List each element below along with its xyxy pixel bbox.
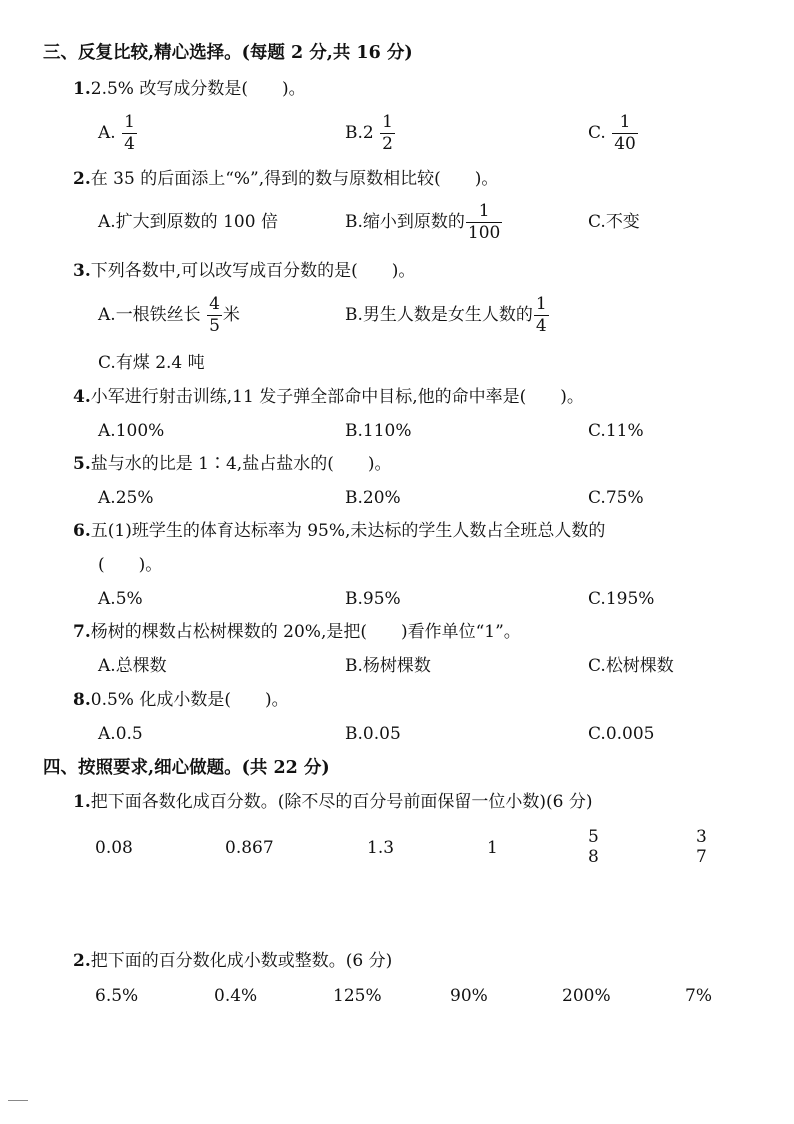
option-text: 一根铁丝长 [115,305,201,325]
question-number: 1. [73,79,91,99]
q6-option-b[interactable] [345,591,401,608]
whole-number: 2 [362,123,374,143]
q5-option-a[interactable] [98,490,153,507]
question-number: 7. [73,622,91,642]
option-label: C. [588,488,606,508]
option-label: C. [588,656,606,676]
q5-option-b[interactable] [345,490,401,507]
fraction [380,114,395,153]
question-text: 下列各数中,可以改写成百分数的是( )。 [90,261,416,281]
convert-item-2: 0.867 [225,838,274,858]
option-label: B. [345,123,363,143]
fraction [207,296,222,335]
option-label: A. [98,123,116,143]
option-label: B. [345,212,363,232]
option-text: 0.5 [115,724,143,744]
section-3-title: 三、反复比较,精心选择。(每题 2 分,共 16 分) [43,43,413,63]
option-suffix: 米 [222,305,240,325]
q2-option-b[interactable] [345,203,503,242]
option-label: A. [98,724,116,744]
q3-option-a[interactable] [98,296,240,335]
convert-item-3: 1.3 [367,838,395,858]
q7-option-a[interactable] [98,658,167,675]
option-text: 扩大到原数的 100 倍 [115,212,278,232]
option-label: A. [98,589,116,609]
numerator: 4 [209,294,220,314]
question-number: 2. [73,951,91,971]
denominator: 4 [124,134,135,154]
convert-fraction-2 [696,828,707,867]
question-5 [73,456,391,473]
q7-option-c[interactable] [588,658,674,675]
denominator: 100 [467,223,501,243]
option-label: C. [588,123,606,143]
q1-option-b[interactable] [345,114,396,153]
q4-option-b[interactable] [345,423,412,440]
percent-item-6: 7% [685,986,712,1006]
option-label: B. [345,656,363,676]
question-number: 5. [73,454,91,474]
option-text: 195% [605,589,655,609]
question-text: 盐与水的比是 1∶4,盐占盐水的( )。 [90,454,392,474]
section-4-question-2 [73,953,392,970]
convert-item-1: 0.08 [95,838,133,858]
section-4-title: 四、按照要求,细心做题。(共 22 分) [43,758,330,778]
denominator: 2 [382,134,393,154]
fraction [534,296,549,335]
numerator: 5 [588,827,599,847]
question-6 [73,523,605,540]
question-6-continuation: ( )。 [98,555,163,575]
option-label: C. [588,724,606,744]
option-label: A. [98,488,116,508]
question-1 [73,81,306,98]
question-number: 6. [73,521,91,541]
q2-option-a[interactable] [98,214,278,231]
denominator: 5 [209,316,220,336]
q8-option-a[interactable] [98,726,143,743]
question-text: 小军进行射击训练,11 发子弹全部命中目标,他的命中率是( )。 [90,387,584,407]
option-text: 0.005 [605,724,655,744]
q6-option-c[interactable] [588,591,654,608]
section-4-question-1 [73,794,593,811]
option-label: B. [345,488,363,508]
percent-item-4: 90% [450,986,488,1006]
question-7 [73,624,521,641]
option-label: B. [345,724,363,744]
percent-item-3: 125% [333,986,382,1006]
option-label: A. [98,212,116,232]
option-label: B. [345,305,363,325]
q4-option-c[interactable] [588,423,644,440]
question-2 [73,171,498,188]
question-8 [73,692,289,709]
percent-item-1: 6.5% [95,986,139,1006]
question-number: 2. [73,169,91,189]
option-label: C. [588,421,606,441]
convert-item-4: 1 [487,838,498,858]
denominator: 7 [696,846,707,867]
question-text: 杨树的棵数占松树棵数的 20%,是把( )看作单位“1”。 [90,622,521,642]
question-number: 4. [73,387,91,407]
option-text: 75% [605,488,644,508]
fraction [466,203,502,242]
option-text: 11% [605,421,644,441]
numerator: 1 [382,112,393,132]
q8-option-c[interactable] [588,726,654,743]
q4-option-a[interactable] [98,423,164,440]
page-margin-mark [8,1100,28,1101]
numerator: 1 [612,114,638,134]
option-text: 松树棵数 [605,656,674,676]
option-text: 20% [362,488,401,508]
percent-item-2: 0.4% [214,986,258,1006]
numerator: 1 [535,294,547,314]
question-text: 2.5% 改写成分数是( )。 [90,79,306,99]
numerator: 3 [696,827,707,847]
q1-option-a[interactable] [98,114,138,153]
question-3 [73,263,415,280]
option-text: 95% [362,589,401,609]
option-text: 100% [115,421,165,441]
percent-item-5: 200% [562,986,611,1006]
denominator: 4 [535,316,547,336]
option-text: 不变 [605,212,640,232]
question-number: 8. [73,690,91,710]
q2-option-c[interactable] [588,214,640,231]
question-text: 五(1)班学生的体育达标率为 95%,未达标的学生人数占全班总人数的 [90,521,606,541]
option-label: A. [98,421,116,441]
question-text: 在 35 的后面添上“%”,得到的数与原数相比较( )。 [90,169,499,189]
option-text: 男生人数是女生人数的 [362,305,533,325]
numerator: 1 [124,112,135,132]
denominator: 40 [614,134,636,154]
denominator: 8 [588,846,599,867]
option-text: 杨树棵数 [362,656,431,676]
option-label: B. [345,421,363,441]
option-text: 0.05 [362,724,401,744]
option-text: 110% [362,421,412,441]
question-number: 3. [73,261,91,281]
option-label: A. [98,656,116,676]
q3-option-b[interactable] [345,296,550,335]
option-text: 总棵数 [115,656,167,676]
question-number: 1. [73,792,91,812]
q7-option-b[interactable] [345,658,431,675]
fraction [122,114,137,153]
option-text: 有煤 2.4 吨 [115,353,205,373]
question-text: 把下面的百分数化成小数或整数。(6 分) [90,951,393,971]
numerator: 1 [466,203,502,223]
option-text: 5% [115,589,143,609]
option-label: B. [345,589,363,609]
q8-option-b[interactable] [345,726,401,743]
fraction [612,114,638,153]
q6-option-a[interactable] [98,591,143,608]
option-label: A. [98,305,116,325]
q1-option-c[interactable] [588,114,639,153]
question-text: 把下面各数化成百分数。(除不尽的百分号前面保留一位小数)(6 分) [90,792,593,812]
option-label: C. [98,353,116,373]
convert-fraction-1 [588,828,599,867]
question-text: 0.5% 化成小数是( )。 [90,690,289,710]
option-text: 缩小到原数的 [362,212,465,232]
question-4 [73,389,584,406]
q3-option-c[interactable] [98,355,205,372]
option-label: C. [588,212,606,232]
option-label: C. [588,589,606,609]
q5-option-c[interactable] [588,490,644,507]
option-text: 25% [115,488,154,508]
